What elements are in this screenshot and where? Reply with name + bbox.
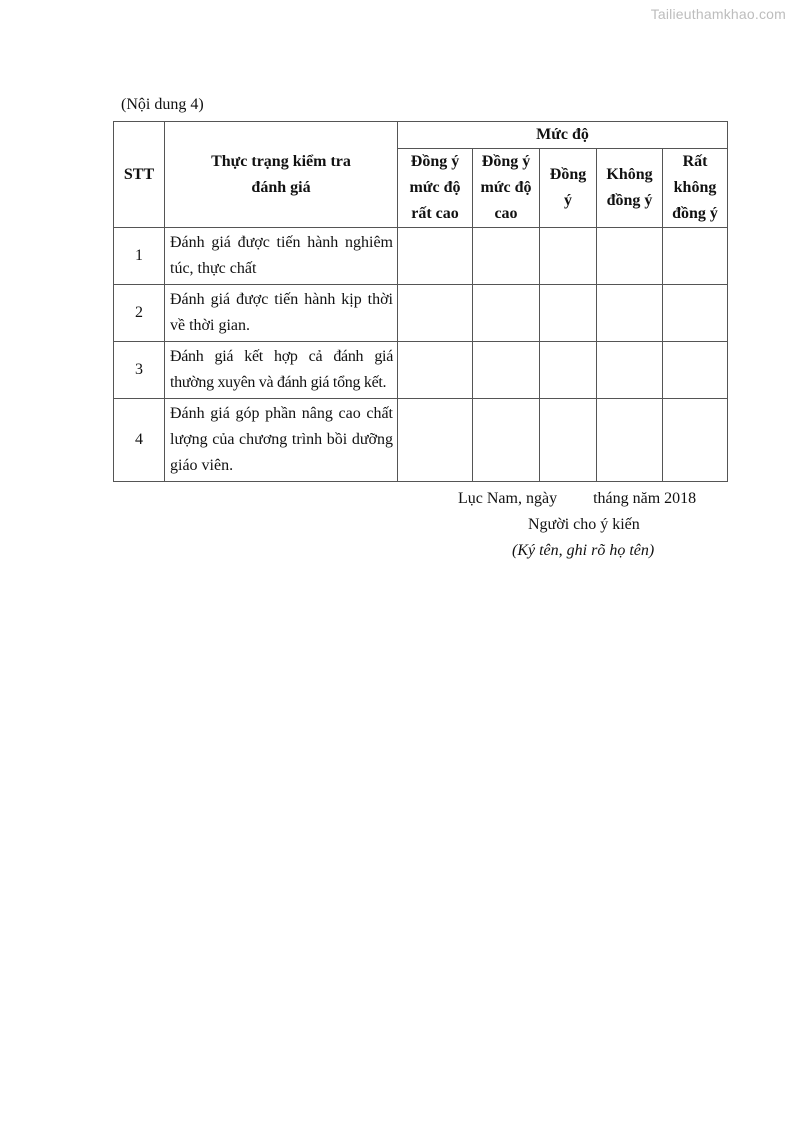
table-row	[114, 399, 728, 482]
row-stt: 4	[114, 399, 165, 482]
table-row	[114, 342, 728, 399]
rating-cell[interactable]	[597, 285, 663, 342]
header-level-strongly-agree-very-high: Đồng ý mức độ rất cao	[398, 149, 473, 228]
signature-note: (Ký tên, ghi rõ họ tên)	[512, 542, 655, 559]
rating-cell[interactable]	[663, 285, 728, 342]
rating-cell[interactable]	[597, 399, 663, 482]
rating-cell[interactable]	[473, 342, 540, 399]
rating-cell[interactable]	[663, 228, 728, 285]
watermark: Tailieuthamkhao.com	[650, 6, 786, 22]
survey-table	[113, 121, 728, 482]
header-content	[165, 122, 398, 228]
table-row	[114, 285, 728, 342]
header-level-group: Mức độ	[398, 122, 728, 149]
month-year-text: tháng năm 2018	[593, 490, 697, 507]
rating-cell[interactable]	[473, 399, 540, 482]
header-content-line1: Thực trạng kiểm tra	[211, 152, 351, 170]
header-level-agree: Đồng ý	[540, 149, 597, 228]
rating-cell[interactable]	[540, 228, 597, 285]
rating-cell[interactable]	[398, 342, 473, 399]
rating-cell[interactable]	[398, 285, 473, 342]
rating-cell[interactable]	[473, 228, 540, 285]
row-content: Đánh giá được tiến hành kịp thời về thời gian.	[165, 285, 398, 342]
rating-cell[interactable]	[663, 342, 728, 399]
rating-cell[interactable]	[540, 342, 597, 399]
rating-cell[interactable]	[540, 285, 597, 342]
rating-cell[interactable]	[663, 399, 728, 482]
signature-person: Người cho ý kiến	[528, 516, 640, 533]
row-content: Đánh giá góp phần nâng cao chất lượng của chương trình bồi dưỡng giáo viên.	[165, 399, 398, 482]
row-stt: 3	[114, 342, 165, 399]
rating-cell[interactable]	[540, 399, 597, 482]
row-content: Đánh giá kết hợp cả đánh giá thường xuyên và đánh giá tổng kết.	[165, 342, 398, 399]
rating-cell[interactable]	[473, 285, 540, 342]
place-date-text: Lục Nam, ngày	[458, 490, 558, 507]
header-level-disagree: Không đồng ý	[597, 149, 663, 228]
header-content-line2: đánh giá	[251, 178, 311, 196]
section-caption: (Nội dung 4)	[121, 96, 204, 113]
rating-cell[interactable]	[398, 399, 473, 482]
table-row	[114, 228, 728, 285]
rating-cell[interactable]	[398, 228, 473, 285]
signature-place-date	[458, 490, 696, 508]
header-level-strongly-disagree: Rất không đồng ý	[663, 149, 728, 228]
row-stt: 2	[114, 285, 165, 342]
rating-cell[interactable]	[597, 342, 663, 399]
row-content: Đánh giá được tiến hành nghiêm túc, thực chất	[165, 228, 398, 285]
header-level-agree-high: Đồng ý mức độ cao	[473, 149, 540, 228]
rating-cell[interactable]	[597, 228, 663, 285]
header-stt: STT	[114, 122, 165, 228]
header-row-top	[114, 122, 728, 149]
row-stt: 1	[114, 228, 165, 285]
